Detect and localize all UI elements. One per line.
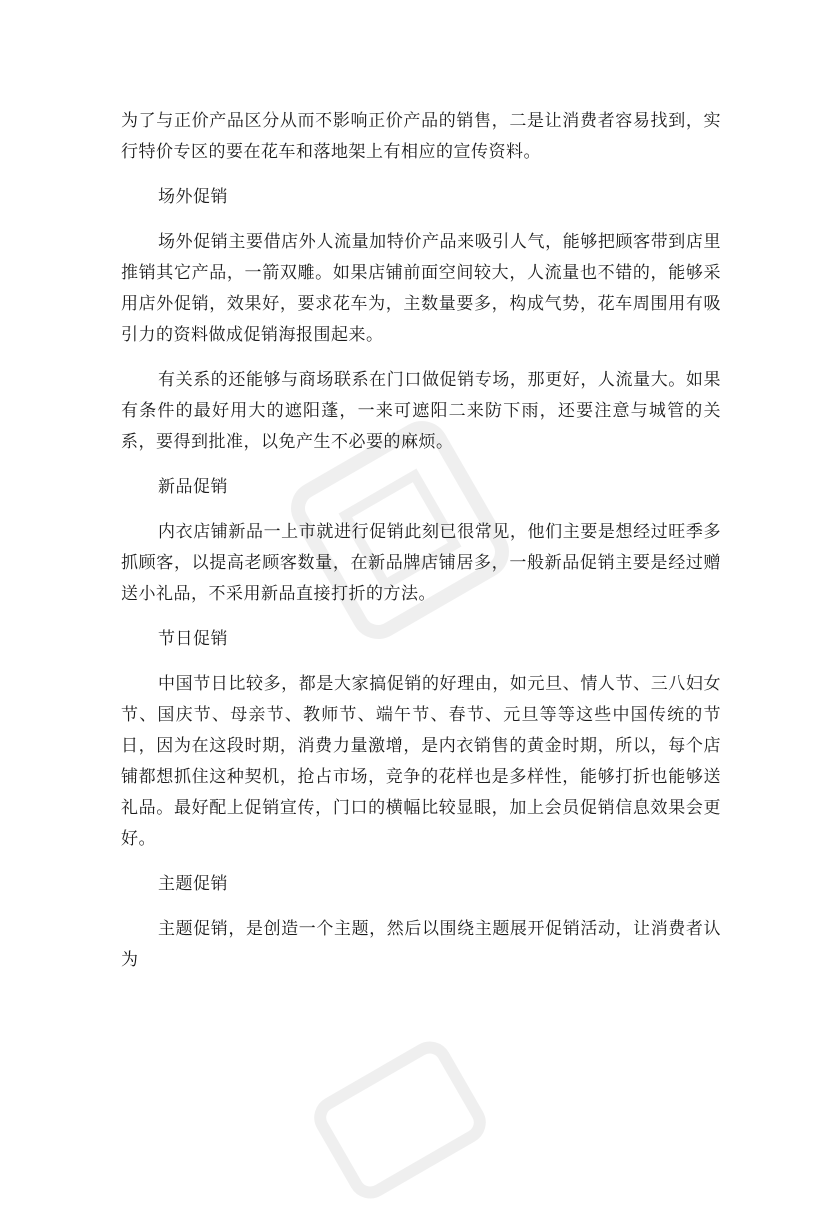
heading-theme-promotion: 主题促销	[158, 874, 228, 894]
heading-outdoor-promotion: 场外促销	[158, 187, 228, 207]
paragraph-mall-cooperation: 有关系的还能够与商场联系在门口做促销专场，那更好，人流量大。如果有条件的最好用大的遮阳蓬，一来可遮阳二来防下雨，还要注意与城管的关系，要得到批准，以免产生不必要的麻烦。	[121, 370, 721, 452]
paragraph-theme-promotion: 主题促销，是创造一个主题，然后以围绕主题展开促销活动，让消费者认为	[121, 919, 721, 970]
watermark-icon-secondary	[301, 1028, 500, 1212]
heading-new-product-promotion: 新品促销	[158, 477, 228, 497]
paragraph-holiday-promotion: 中国节日比较多，都是大家搞促销的好理由，如元旦、情人节、三八妇女节、国庆节、母亲节、教师节、端午节、春节、元旦等等这些中国传统的节日，因为在这段时期，消费力量激增，是内衣销售的黄金时期，所以，每个店铺都想抓住这种契机，抢占市场，竞争的花样也是多样性，能够打折也能够送礼品。最好配上促销宣传，门口的横幅比较显眼，加上会员促销信息效果会更好。	[121, 674, 721, 849]
paragraph-outdoor-promotion: 场外促销主要借店外人流量加特价产品来吸引人气，能够把顾客带到店里推销其它产品，一箭双雕。如果店铺前面空间较大，人流量也不错的，能够采用店外促销，效果好，要求花车为，主数量要多，构成气势，花车周围用有吸引力的资料做成促销海报围起来。	[121, 232, 721, 345]
document-body	[121, 106, 721, 976]
paragraph-continuation: 为了与正价产品区分从而不影响正价产品的销售，二是让消费者容易找到，实行特价专区的要在花车和落地架上有相应的宣传资料。	[121, 111, 721, 162]
heading-holiday-promotion: 节日促销	[158, 629, 228, 649]
paragraph-new-product-promotion: 内衣店铺新品一上市就进行促销此刻已很常见，他们主要是想经过旺季多抓顾客，以提高老顾客数量，在新品牌店铺居多，一般新品促销主要是经过赠送小礼品，不采用新品直接打折的方法。	[121, 522, 721, 604]
